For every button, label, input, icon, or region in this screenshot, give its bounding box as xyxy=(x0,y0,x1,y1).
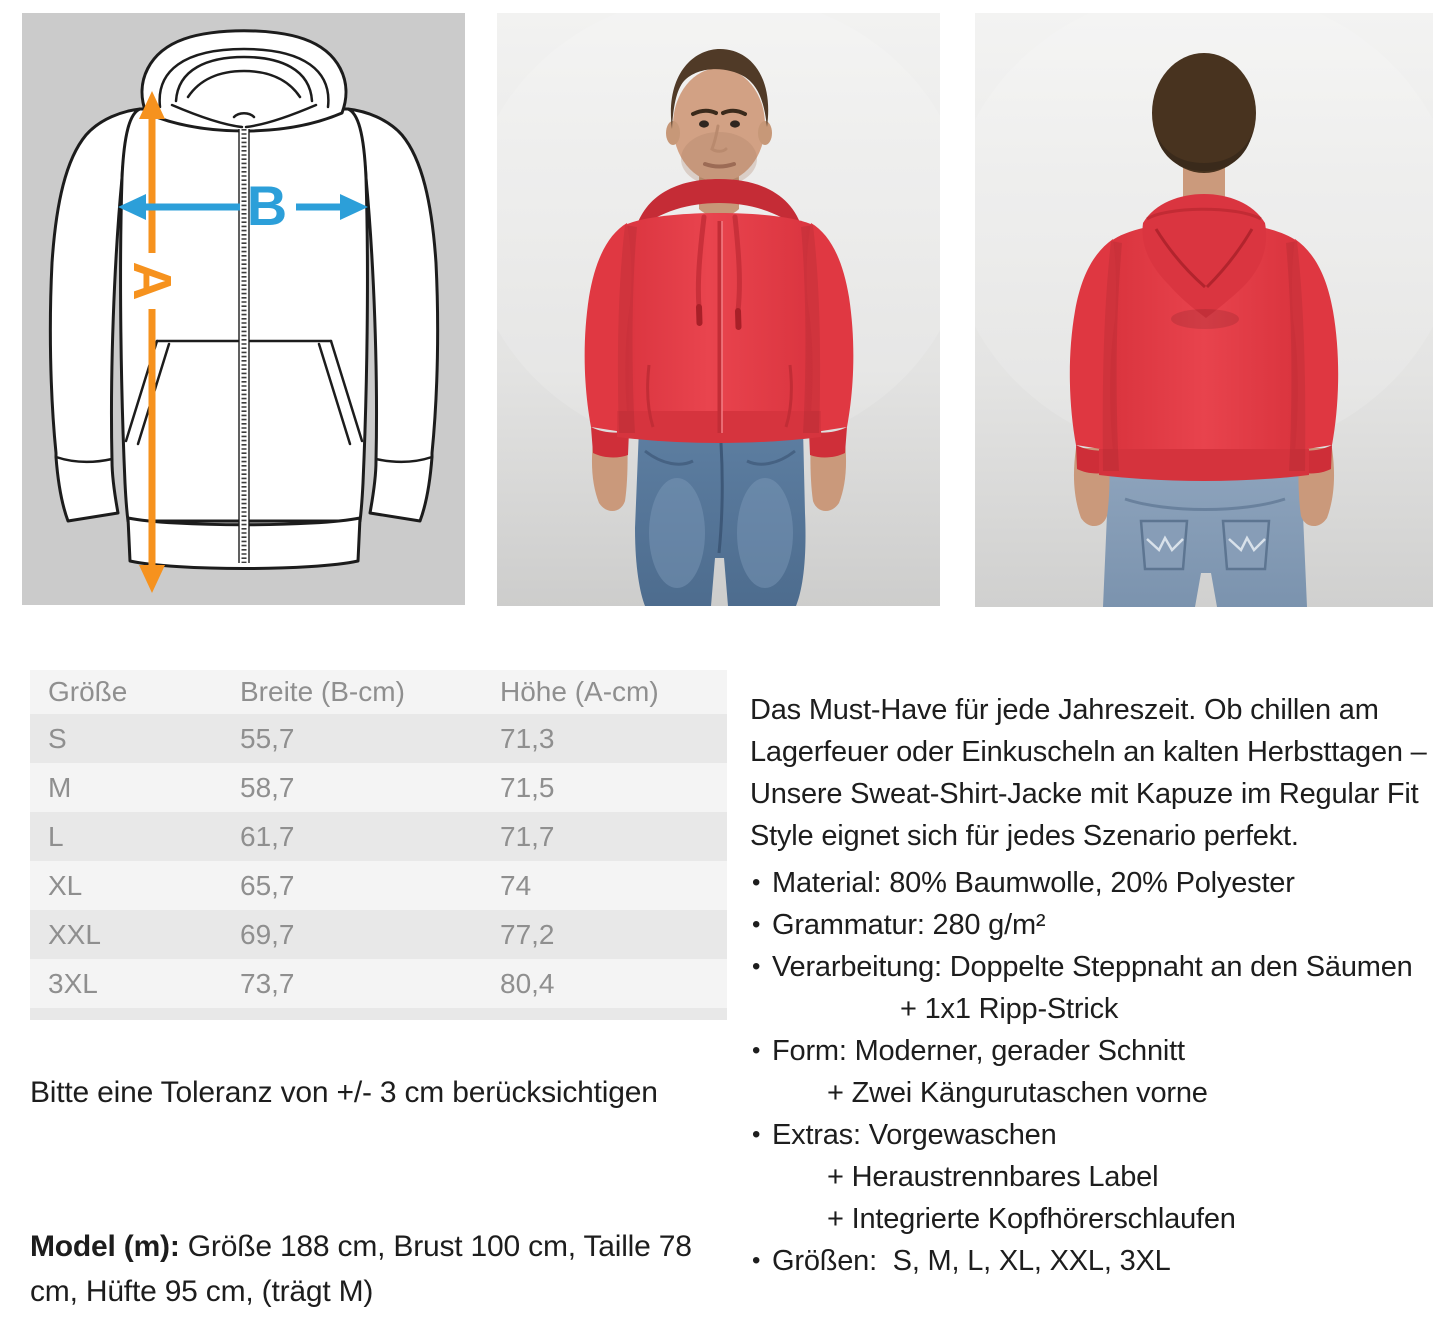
table-row: S 55,7 71,3 xyxy=(30,714,727,763)
table-row: XL 65,7 74 xyxy=(30,861,727,910)
size-table xyxy=(30,670,727,1020)
table-row: 3XL 73,7 80,4 xyxy=(30,959,727,1008)
model-measurements xyxy=(30,1224,745,1314)
col-header-size: Größe xyxy=(48,676,128,707)
diagram-label-b: B xyxy=(246,174,288,237)
table-row: L 61,7 71,7 xyxy=(30,812,727,861)
list-item-form: • Form: Moderner, gerader Schnitt + Zwei Kängurutaschen vorne xyxy=(750,1030,1445,1114)
table-row: XXL 69,7 77,2 xyxy=(30,910,727,959)
table-row: M 58,7 71,5 xyxy=(30,763,727,812)
size-measurement-diagram xyxy=(22,13,465,605)
list-subitem: + 1x1 Ripp-Strick xyxy=(900,993,1119,1025)
list-subitem: + Heraustrennbares Label xyxy=(827,1161,1159,1193)
product-details-list xyxy=(750,862,1445,1282)
list-item-extras: • Extras: Vorgewaschen + Heraustrennbares Label + Integrierte Kopfhörerschlaufen xyxy=(750,1114,1445,1240)
model-front-photo xyxy=(497,13,940,606)
model-label: Model (m): xyxy=(30,1230,180,1263)
list-item-verarbeitung: • Verarbeitung: Doppelte Steppnaht an den Säumen + 1x1 Ripp-Strick xyxy=(750,946,1445,1030)
col-header-height: Höhe (A-cm) xyxy=(500,676,659,707)
list-item-material: • Material: 80% Baumwolle, 20% Polyester xyxy=(750,862,1445,904)
model-text: Größe 188 cm, Brust 100 cm, Taille 78 cm, Hüfte 95 cm, (trägt M) xyxy=(30,1230,692,1308)
product-description: Das Must-Have für jede Jahreszeit. Ob chillen am Lagerfeuer oder Einkuscheln an kalten Herbsttagen – Unsere Sweat-Shirt-Jacke mit Kapuze im Regular Fit Style eignet sich für jedes Szenario perfekt. xyxy=(750,694,1427,852)
list-subitem: + Zwei Kängurutaschen vorne xyxy=(827,1077,1208,1109)
list-item-grammatur: • Grammatur: 280 g/m² xyxy=(750,904,1445,946)
diagram-label-a: A xyxy=(122,261,182,301)
table-bottom-strip xyxy=(30,1008,727,1020)
list-subitem: + Integrierte Kopfhörerschlaufen xyxy=(827,1203,1236,1235)
tolerance-note: Bitte eine Toleranz von +/- 3 cm berücksichtigen xyxy=(30,1076,658,1109)
size-table-header-row xyxy=(30,670,727,714)
model-back-photo xyxy=(975,13,1433,607)
list-item-groessen: • Größen: S, M, L, XL, XXL, 3XL xyxy=(750,1240,1445,1282)
col-header-width: Breite (B-cm) xyxy=(240,676,405,707)
